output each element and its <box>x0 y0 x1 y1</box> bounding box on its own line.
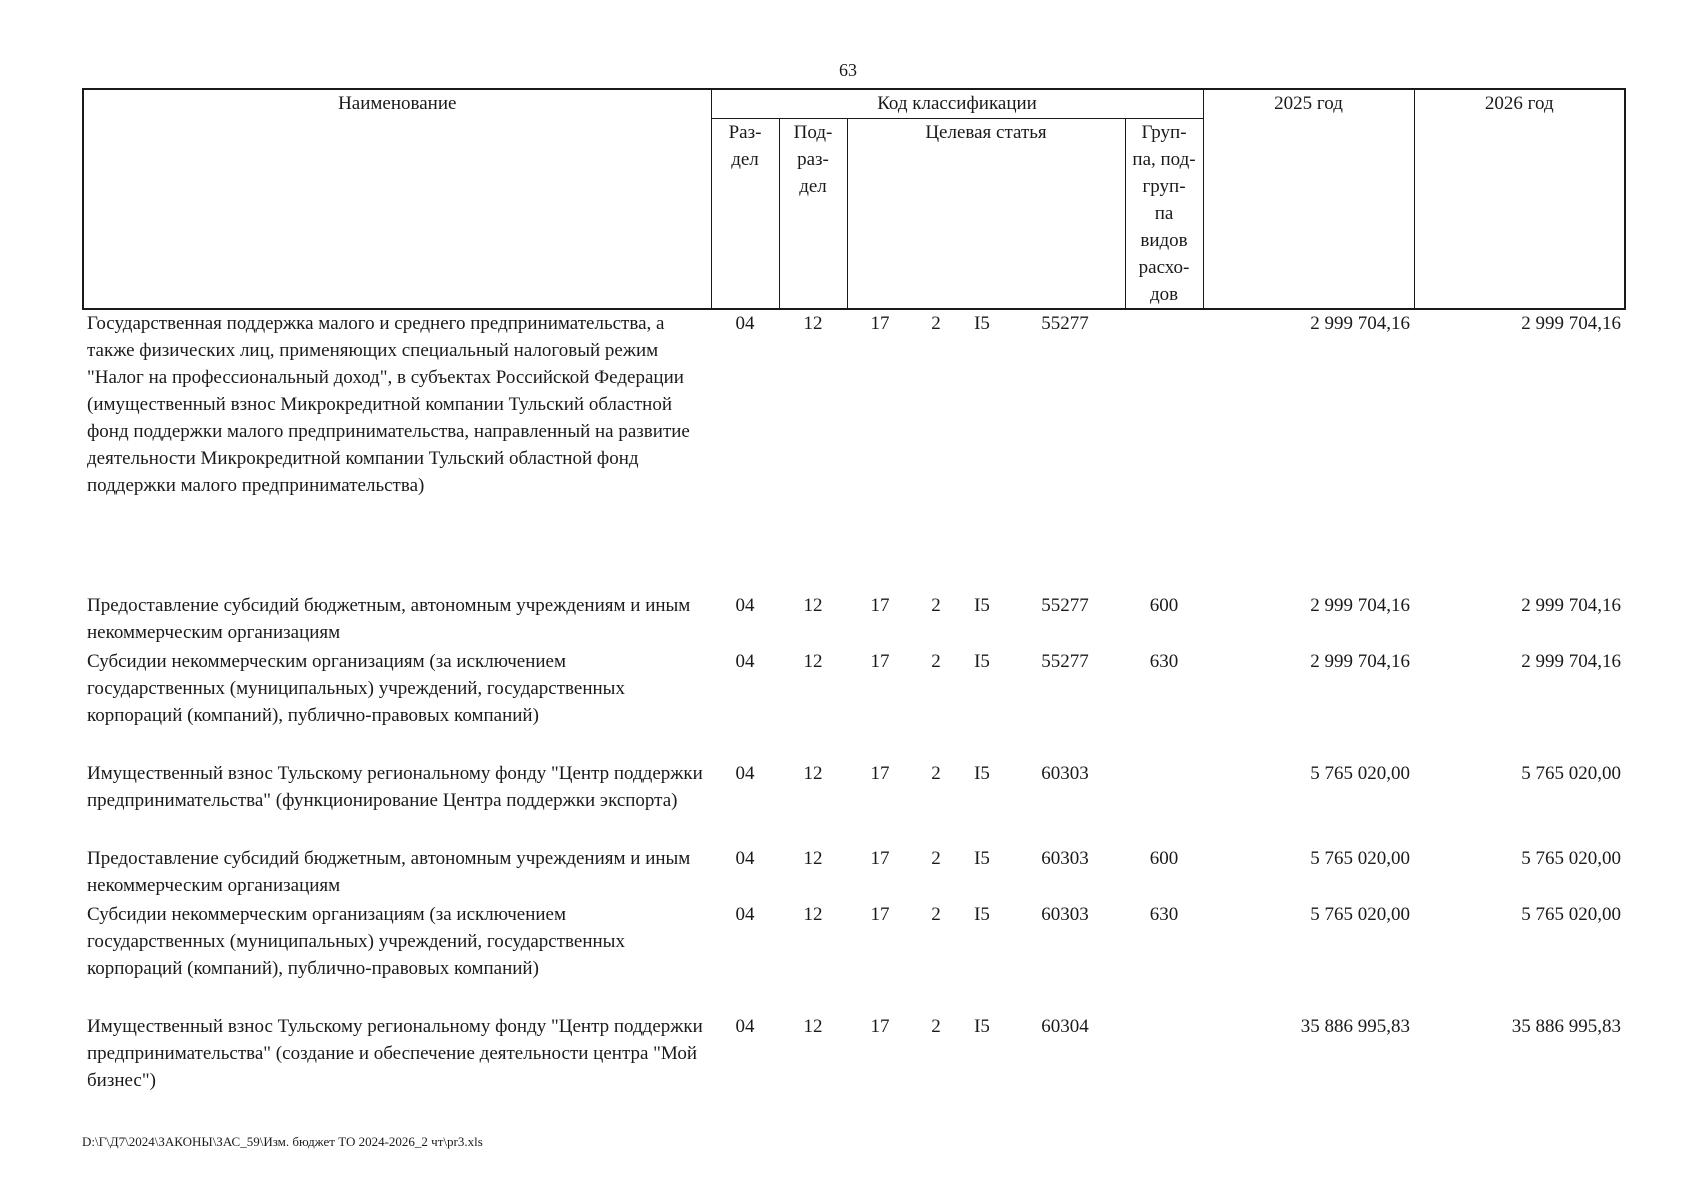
header-section <box>711 119 779 310</box>
row-target-4: 60303 <box>1041 848 1089 869</box>
row-amount-2025: 2 999 704,16 <box>1310 595 1411 616</box>
row-target-2: 2 <box>931 651 941 672</box>
row-name: Предоставление субсидий бюджетным, автономным учреждениям и иным некоммерческим организациям <box>87 848 691 896</box>
row-target-3: I5 <box>974 313 990 334</box>
table-header <box>83 89 1625 309</box>
row-target-1: 17 <box>870 904 890 925</box>
row-target-2: 2 <box>931 313 941 334</box>
row-section: 04 <box>735 848 755 869</box>
row-section: 04 <box>735 595 755 616</box>
row-amount-2026: 5 765 020,00 <box>1521 763 1622 784</box>
row-target-3: I5 <box>974 763 990 784</box>
row-section: 04 <box>735 1016 755 1037</box>
row-target-3: I5 <box>974 904 990 925</box>
row-target-4: 55277 <box>1041 651 1089 672</box>
budget-table <box>82 88 1626 1098</box>
row-amount-2025: 5 765 020,00 <box>1310 904 1411 925</box>
row-target-3: I5 <box>974 848 990 869</box>
row-target-1: 17 <box>870 313 890 334</box>
row-target-4: 55277 <box>1041 313 1089 334</box>
row-name: Субсидии некоммерческим организациям (за исключением государственных (муниципальных) учреждений, государственных корпораций (компаний), публично-правовых компаний) <box>87 904 625 979</box>
row-group: 630 <box>1149 904 1179 925</box>
row-amount-2026: 2 999 704,16 <box>1521 651 1622 672</box>
row-section: 04 <box>735 904 755 925</box>
row-amount-2025: 2 999 704,16 <box>1310 651 1411 672</box>
table-row <box>83 901 1625 1013</box>
row-section: 04 <box>735 313 755 334</box>
row-amount-2026: 2 999 704,16 <box>1521 595 1622 616</box>
header-subsection <box>779 119 847 310</box>
row-name: Имущественный взнос Тульскому региональному фонду "Центр поддержки предпринимательства" (функционирование Центра поддержки экспорта) <box>87 763 703 811</box>
header-expense-group-text: Груп- па, под- груп- па видов расхо- дов <box>1132 122 1196 305</box>
header-subsection-text: Под- раз- дел <box>793 122 833 197</box>
row-subsection: 12 <box>803 1016 823 1037</box>
row-target-1: 17 <box>870 848 890 869</box>
header-target-item: Целевая статья <box>847 119 1125 310</box>
row-target-2: 2 <box>931 904 941 925</box>
row-target-1: 17 <box>870 763 890 784</box>
row-target-2: 2 <box>931 763 941 784</box>
row-name: Имущественный взнос Тульскому региональному фонду "Центр поддержки предпринимательства" (создание и обеспечение деятельности центра "Мой бизнес") <box>87 1016 703 1091</box>
table-row <box>83 1013 1625 1098</box>
row-amount-2025: 2 999 704,16 <box>1310 313 1411 334</box>
header-year-2026: 2026 год <box>1414 89 1625 309</box>
row-amount-2025: 35 886 995,83 <box>1300 1016 1411 1037</box>
row-group: 630 <box>1149 651 1179 672</box>
row-subsection: 12 <box>803 595 823 616</box>
row-target-3: I5 <box>974 595 990 616</box>
row-name: Субсидии некоммерческим организациям (за исключением государственных (муниципальных) учреждений, государственных корпораций (компаний), публично-правовых компаний) <box>87 651 625 726</box>
table-row <box>83 648 1625 760</box>
row-amount-2025: 5 765 020,00 <box>1310 763 1411 784</box>
row-section: 04 <box>735 763 755 784</box>
row-group <box>1125 760 1203 845</box>
header-name: Наименование <box>83 89 711 309</box>
row-subsection: 12 <box>803 848 823 869</box>
table-row <box>83 760 1625 845</box>
row-target-4: 60303 <box>1041 763 1089 784</box>
row-target-2: 2 <box>931 595 941 616</box>
header-year-2025: 2025 год <box>1203 89 1414 309</box>
table-row <box>83 845 1625 901</box>
row-target-4: 60304 <box>1041 1016 1089 1037</box>
row-subsection: 12 <box>803 651 823 672</box>
row-subsection: 12 <box>803 904 823 925</box>
row-subsection: 12 <box>803 313 823 334</box>
row-target-2: 2 <box>931 848 941 869</box>
row-target-3: I5 <box>974 1016 990 1037</box>
row-target-1: 17 <box>870 595 890 616</box>
row-group: 600 <box>1149 848 1179 869</box>
row-amount-2026: 5 765 020,00 <box>1521 848 1622 869</box>
table-row <box>83 592 1625 648</box>
row-target-3: I5 <box>974 651 990 672</box>
row-section: 04 <box>735 651 755 672</box>
row-name: Предоставление субсидий бюджетным, автономным учреждениям и иным некоммерческим организациям <box>87 595 691 643</box>
header-expense-group <box>1125 119 1203 310</box>
row-group: 600 <box>1149 595 1179 616</box>
row-group <box>1125 1013 1203 1098</box>
header-section-text: Раз- дел <box>728 122 762 170</box>
row-subsection: 12 <box>803 763 823 784</box>
row-target-1: 17 <box>870 651 890 672</box>
row-target-4: 55277 <box>1041 595 1089 616</box>
table-row <box>83 309 1625 592</box>
row-amount-2026: 5 765 020,00 <box>1521 904 1622 925</box>
row-amount-2026: 2 999 704,16 <box>1521 313 1622 334</box>
header-classification-code: Код классификации <box>711 89 1203 119</box>
row-group <box>1125 309 1203 592</box>
row-target-1: 17 <box>870 1016 890 1037</box>
row-target-4: 60303 <box>1041 904 1089 925</box>
table-body <box>83 309 1625 1098</box>
row-target-2: 2 <box>931 1016 941 1037</box>
row-name: Государственная поддержка малого и среднего предпринимательства, а также физических лиц, применяющих специальный налоговый режим "Налог на профессиональный доход", в субъектах Российской Федерации (имущественный взнос Микрокредитной компании Тульский областной фонд поддержки малого предпринимательства, направленный на развитие деятельности Микрокредитной компании Тульский областной фонд поддержки малого предпринимательства) <box>87 313 690 496</box>
row-amount-2026: 35 886 995,83 <box>1511 1016 1622 1037</box>
page-number: 63 <box>839 60 857 80</box>
row-amount-2025: 5 765 020,00 <box>1310 848 1411 869</box>
file-path-footer: D:\Г\Д7\2024\ЗАКОНЫ\ЗАС_59\Изм. бюджет ТО 2024-2026_2 чт\pr3.xls <box>82 1134 483 1149</box>
